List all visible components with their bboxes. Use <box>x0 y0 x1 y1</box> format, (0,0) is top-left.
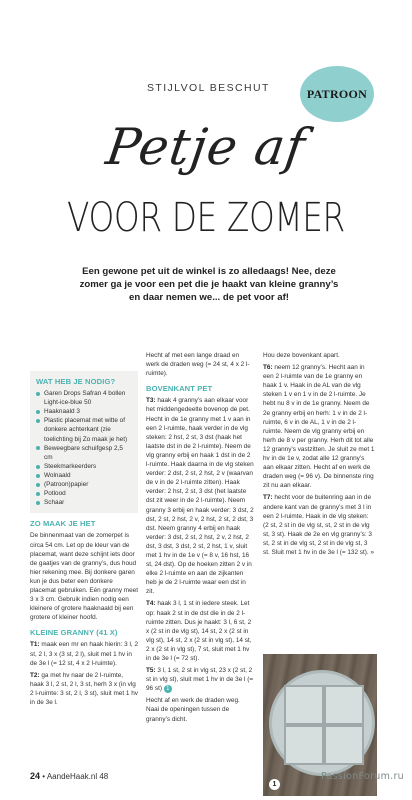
section-kicker: STIJLVOL BESCHUT <box>147 82 270 94</box>
materials-item: Schaar <box>36 498 132 507</box>
materials-item: Wolnaald <box>36 471 132 480</box>
round-text: haak 3 l, 1 st in iedere steek. Let op: haak 2 st in de dst die in de 2 l-ruimte zitten. Dus je haakt: 3 l, 6 st, 2 x (2 st in de vlg st), 14 st, 2 x (2 st in vlg st), 14 st, 2 x (2 st in vlg st), 14 st, 2 x (2 st in vlg st), 7 st, sluit met 1 hv in de 3e l (= 72 st). <box>146 600 252 662</box>
round-t7 <box>263 493 375 557</box>
crochet-circle <box>269 670 375 776</box>
round-label: T4: <box>146 600 156 608</box>
granny-square <box>324 685 364 725</box>
round-text: hecht voor de buitenring aan in de andere kant van de granny’s met 3 l in een 2 l-ruimte. Haak in de vlg steken: (2 st, 2 st in de vlg st, st, 2 st in de vlg st, 3 st). Haak de 2e en vlg granny’s: 3 st, 2 st in de vlg st, 2 st in de vlg st, 3 st. Sluit met 1 hv in de 3e l (= 132 st). <box>263 494 372 556</box>
round-label: T2: <box>30 671 40 679</box>
round-text: ga met hv naar de 2 l-ruimte, haak 3 l, 2 st, 2 l, 3 st, herh 3 x (in vlg 2 l-ruimte: 3 st, 2 l, 3 st), sluit met 1 hv in de 3e l. <box>30 671 138 706</box>
materials-item: Potlood <box>36 489 132 498</box>
continue-arrow: » <box>370 548 375 556</box>
page-title: VOOR DE ZOMER <box>67 195 345 241</box>
round-label: T6: <box>263 364 273 372</box>
round-t6 <box>263 363 375 490</box>
watermark: PassionForum.ru <box>320 771 404 782</box>
materials-item: Beweegbare schuifgesp 2,5 cm <box>36 444 132 462</box>
materials-item: Plastic placemat met witte of donkere achterkant (zie toelichting bij Zo maak je het) <box>36 416 132 443</box>
photo-number: 1 <box>269 779 280 790</box>
round-text: 3 l, 1 st, 2 st in vlg st, 23 x (2 st, 2 st in vlg st), sluit met 1 hv in de 3e l (= 96 st) <box>146 667 254 693</box>
photo-marker: 1 <box>164 685 172 693</box>
materials-item: Garen Drops Safran 4 bollen Light-ice-blue 50 <box>36 389 132 407</box>
finish-text: Hecht af en werk de draden weg. Naai de openingen tussen de granny’s dicht. <box>146 697 240 723</box>
materials-item: Steekmarkeerders <box>36 462 132 471</box>
round-t5 <box>146 666 254 693</box>
pattern-badge <box>300 66 374 122</box>
round-text: haak 4 granny’s aan elkaar voor het middengedeelte bovenop de pet. Hecht in de 1e granny met 1 v aan in een 2 l-ruimte, haak verder in de vlg steken: 2 hst, 2 st, 3 dst (haak het laatste dst in de 2 l-ruimte). Neem de vlg granny erbij en haak 1 dst in de 2 l-ruimte. Haak daarna in de vlg steken verder: 2 dst, 2 st, 2 hst, 2 v (waarvan de v in de 2 l-ruimte zitten). Haak verder: 2 hst, 2 st, 3 dst (het laatste dst zit weer in de 2 l-ruimte). Neem granny 3 erbij en haak verder: 3 dst, 2 dst, 2 st, 2 hst, 2 v, 2 hst, 2 st, 2 dst, 3 dst. Neem granny 4 erbij en haak verder: 3 dst, 2 st, 2 hst, 2 v, 2 hst, 2 dst, 3 dst, 3 dst, 2 st, 2 hst, 1 v, sluit met 1 hv in de 1e v (= 8 v, 16 hst, 16 st, 24 dst). Op de hoeken zitten 2 v in elke 2 l-ruimte en aan de zijkanten heb je de 2 l-ruimte waar een dst in zit. <box>146 397 254 596</box>
footer-bullet: • <box>42 772 46 781</box>
script-title: Petje af <box>102 118 310 176</box>
materials-item: Haaknaald 3 <box>36 407 132 416</box>
intro-text: Een gewone pet uit de winkel is zo alledaags! Nee, deze zomer ga je voor een pet die je haakt van kleine granny’s en daar nemen we... de pet voor af! <box>79 266 339 303</box>
granny-square <box>284 685 324 725</box>
round-label: T5: <box>146 667 156 675</box>
column-2 <box>146 351 254 727</box>
round-text: maak een mr en haak hierin: 3 l, 2 st, 2 l, 3 x (3 st, 2 l), sluit met 1 hv in de 3e l (= 12 st, 4 x 2 l-ruimte). <box>30 641 138 667</box>
round-t3 <box>146 396 254 596</box>
howto-heading: ZO MAAK JE HET <box>30 519 96 529</box>
materials-box <box>30 371 138 513</box>
top-heading: BOVENKANT PET <box>146 384 213 394</box>
magazine-name: AandeHaak.nl 48 <box>46 772 109 781</box>
keep-apart-text: Hou deze bovenkant apart. <box>263 352 340 359</box>
round-text: neem 12 granny’s. Hecht aan in een 2 l-ruimte van de 1e granny en haak 1 v. Haak in de AL van de vlg steken 1 v en 1 v in de 2 l-ruimte. Je hebt nu 8 v in de 1e granny. Neem de 2e granny erbij en herh: 1 v in de 2 l-ruimte, 6 v in de AL, 1 v in de 2 l-ruimte. Neem de vlg granny erbij en herh de 8 v per granny. Herh dit tot alle 12 granny’s vastzitten. Je sluit ze met 1 hv in de 1e v, zodat alle 12 granny’s aan elkaar zitten. Hecht af en werk de draden weg (= 96 v). De binnenste ring zit nu aan elkaar. <box>263 364 375 490</box>
howto-text: De binnenmaat van de zomerpet is circa 54 cm. Let op de kleur van de placemat, want deze schijnt iets door de gaatjes van de granny’s, dus houd hier rekening mee. Bij donkere garen kun je dus beter een donkere placemat gebruiken. Eén granny meet 3 x 3 cm. Gebruik indien nodig een kleinere of grotere haaknaald bij een grotere of kleiner hoofd. <box>30 532 138 622</box>
round-t1 <box>30 640 138 667</box>
pattern-badge-label: PATROON <box>306 86 368 101</box>
round-label: T1: <box>30 641 40 649</box>
fasten-off-text: Hecht af met een lange draad en werk de draden weg (= 24 st, 4 x 2 l-ruimte). <box>146 352 250 378</box>
materials-heading: WAT HEB JE NODIG? <box>36 377 116 386</box>
page-footer <box>30 771 108 781</box>
granny-square <box>324 725 364 765</box>
materials-list <box>36 389 132 507</box>
column-3 <box>263 351 375 560</box>
round-t4 <box>146 599 254 663</box>
round-label: T7: <box>263 494 273 502</box>
page-number: 24 <box>30 771 41 781</box>
granny-square <box>284 725 324 765</box>
granny-heading: KLEINE GRANNY (41 X) <box>30 628 118 638</box>
materials-item: (Patroon)papier <box>36 480 132 489</box>
round-label: T3: <box>146 397 156 405</box>
column-1 <box>30 351 138 710</box>
round-t2 <box>30 671 138 707</box>
